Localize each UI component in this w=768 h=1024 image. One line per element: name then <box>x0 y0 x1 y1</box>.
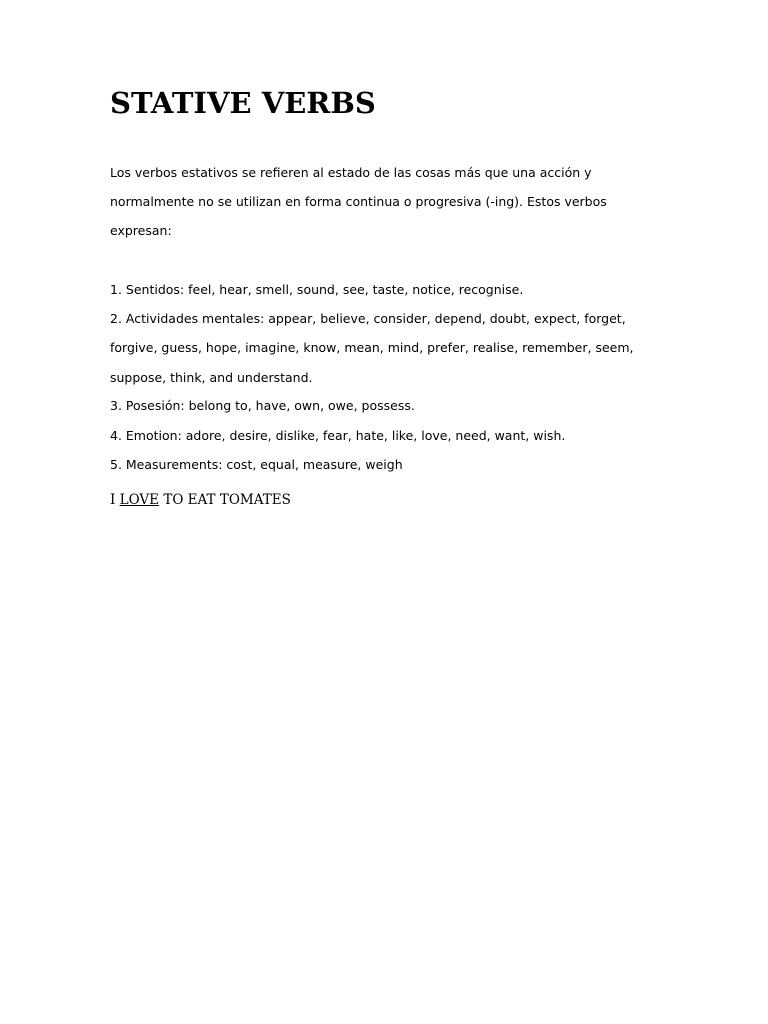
closing-sentence <box>110 492 291 508</box>
list-line-1: 1. Sentidos: feel, hear, smell, sound, see, taste, notice, recognise. <box>110 282 524 297</box>
list-line-7: 5. Measurements: cost, equal, measure, weigh <box>110 457 403 472</box>
list-line-5: 3. Posesión: belong to, have, own, owe, possess. <box>110 398 415 413</box>
list-line-3: forgive, guess, hope, imagine, know, mean, mind, prefer, realise, remember, seem, <box>110 340 634 355</box>
list-line-2: 2. Actividades mentales: appear, believe, consider, depend, doubt, expect, forget, <box>110 311 626 326</box>
intro-line-2: normalmente no se utilizan en forma continua o progresiva (-ing). Estos verbos <box>110 194 607 209</box>
list-line-4: suppose, think, and understand. <box>110 370 313 385</box>
closing-suffix: TO EAT TOMATES <box>159 492 291 508</box>
intro-line-3: expresan: <box>110 223 172 238</box>
document-title: STATIVE VERBS <box>110 86 376 120</box>
list-line-6: 4. Emotion: adore, desire, dislike, fear, hate, like, love, need, want, wish. <box>110 428 566 443</box>
intro-line-1: Los verbos estativos se refieren al estado de las cosas más que una acción y <box>110 165 592 180</box>
closing-prefix: I <box>110 492 120 508</box>
closing-underlined-word: LOVE <box>119 492 160 508</box>
